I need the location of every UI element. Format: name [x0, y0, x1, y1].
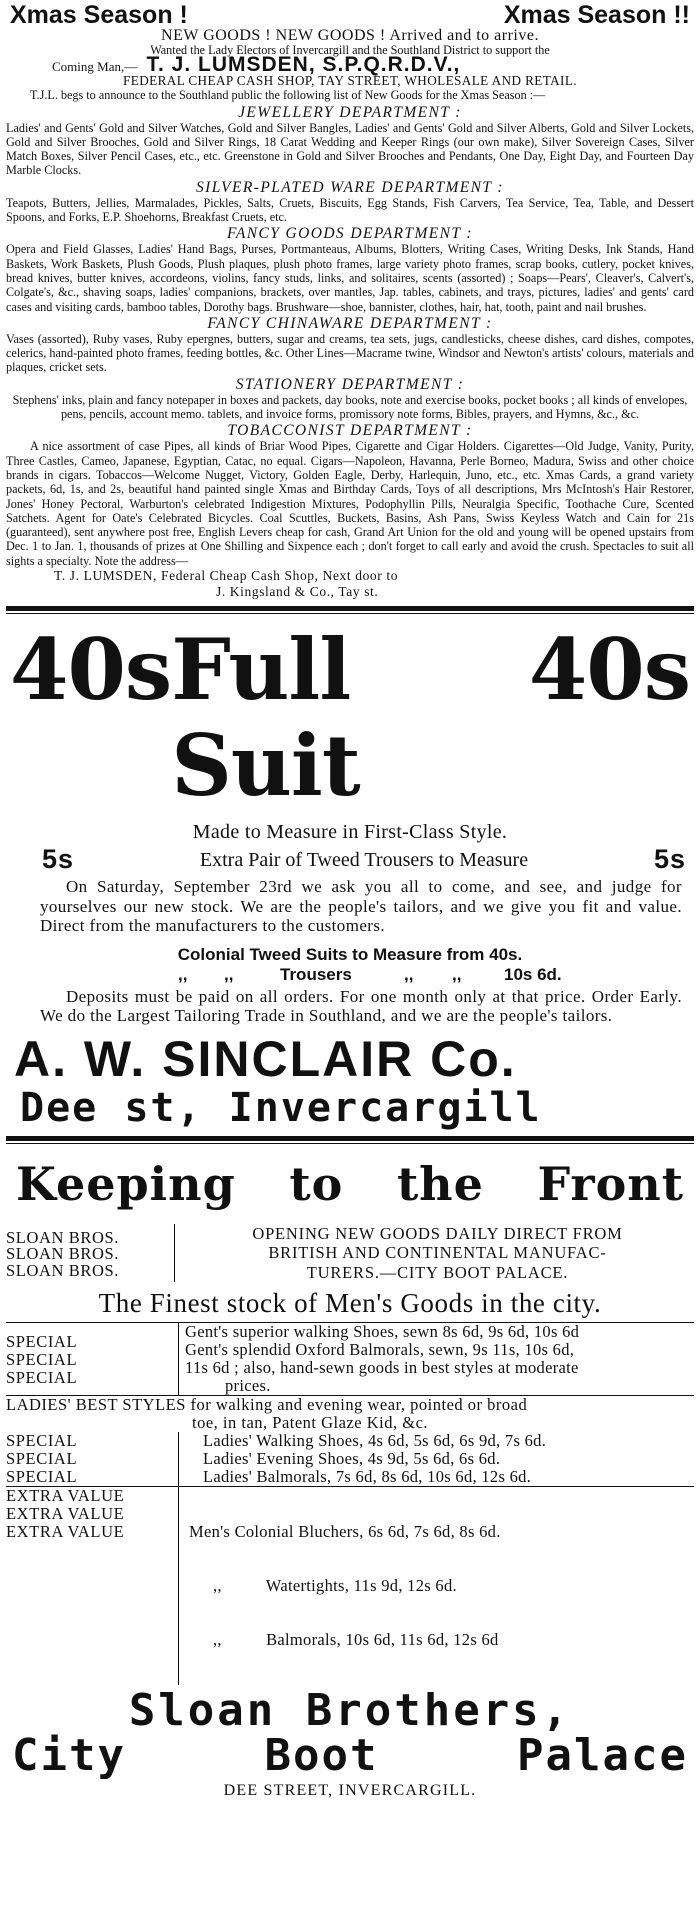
opening-block [6, 1224, 694, 1283]
extra-label: EXTRA VALUE [6, 1486, 125, 1506]
xmas-heading-left: Xmas Season ! [10, 1, 188, 29]
fancy-goods-department [6, 226, 694, 313]
palace-word: City [12, 1730, 126, 1782]
extra-label: EXTRA VALUE [6, 1504, 125, 1524]
lumsden-name: T. J. LUMSDEN, S.P.Q.R.D.V., [146, 53, 461, 77]
full-suit-headline [6, 622, 694, 814]
column-divider [6, 606, 694, 611]
trousers-label: Trousers [280, 964, 352, 984]
special-line: Gent's superior walking Shoes, sewn 8s 6d, 9s 6d, 10s 6d [185, 1322, 580, 1342]
extra-pair-line [6, 844, 694, 875]
gents-special-block [6, 1322, 694, 1395]
ditto-mark: ,, [178, 964, 188, 984]
headline-price-left: 40s [10, 620, 172, 720]
palace-word: Boot [264, 1730, 379, 1782]
ladies-special-block [6, 1432, 694, 1486]
special-labels [6, 1432, 179, 1486]
department-text: Teapots, Butters, Jellies, Marmalades, Pickles, Salts, Cruets, Biscuits, Egg Stands, Fish Carvers, Tea Service, Tea, Table, and Dessert Spoons, and Forks, E.P. Shoehorns, Breakfast Cruets, etc. [6, 195, 694, 225]
special-line: Gent's splendid Oxford Balmorals, sewn, 9s 11s, 10s 6d, [185, 1340, 575, 1360]
department-title: FANCY GOODS DEPARTMENT : [227, 225, 473, 243]
sloan-advert [6, 1144, 694, 1802]
price-right: 5s [653, 844, 686, 875]
intro-text: T.J.L. begs to announce to the Southland public the following list of New Goods for the Xmas Season :— [30, 88, 546, 103]
department-title: JEWELLERY DEPARTMENT : [238, 103, 462, 121]
sinclair-advert [6, 614, 694, 1130]
headline-word: the [396, 1156, 484, 1211]
special-lines [179, 1432, 694, 1486]
sloan-name: SLOAN BROS. [6, 1260, 119, 1280]
headline-word: to [289, 1156, 344, 1211]
headline-word: Front [537, 1156, 684, 1211]
extra-line: Men's Colonial Bluchers, 6s 6d, 7s 6d, 8s 6d. [189, 1522, 501, 1542]
extra-value-block [6, 1486, 694, 1685]
extra-label: EXTRA VALUE [6, 1522, 125, 1542]
extra-labels [6, 1487, 179, 1685]
special-lines [179, 1323, 694, 1395]
xmas-heading [6, 2, 694, 28]
department-text: Vases (assorted), Ruby vases, Ruby epergnes, butters, sugar and creams, tea sets, jugs, candlesticks, cheese dishes, card dishes, compotes, celerics, hand-painted photo frames, feeding bottles, &c. Other Lines—Macrame twine, Windsor and Newton's artists' colours, materials and plaques, cricket sets. [6, 331, 694, 375]
sloan-names [6, 1224, 175, 1283]
special-line: Ladies' Balmorals, 7s 6d, 8s 6d, 10s 6d, 12s 6d. [203, 1467, 532, 1487]
opening-text [175, 1224, 694, 1283]
ditto-mark: ,, [224, 964, 234, 984]
lumsden-address [6, 568, 694, 600]
department-text: Opera and Field Glasses, Ladies' Hand Bags, Purses, Portmanteaus, Albums, Blotters, Writing Cases, Writing Desks, Ink Stands, Hand Baskets, Work Baskets, Plush Goods, Plush plaques, plush photo frames, large variety photo frames, scrap books, cutlery, pocket knives, bread knives, butter knives, accordeons, violins, fancy studs, links, and solitaires, scents (assorted) ; Soaps—Pears', Cleaver's, Calvert's, Colgate's, &c., shaving soaps, ladies' companions, brackets, over mantles, Jap. tables, cabinets, and trays, pictures, ladies' and gents' card cases and visiting cards, bamboo tables, Dorothy bags. Brushware—shoe, bannister, clothes, hair, hat, tooth, paint and nail brushes. [6, 242, 694, 314]
department-title: TOBACCONIST DEPARTMENT : [227, 422, 473, 440]
keeping-front-headline [6, 1158, 694, 1210]
address-line: J. Kingsland & Co., Tay st. [216, 584, 379, 600]
deposits-text [6, 985, 694, 1026]
trousers-price: 10s 6d. [504, 964, 562, 984]
dee-street-address: DEE STREET, INVERCARGILL. [223, 1782, 477, 1800]
stationery-department [6, 377, 694, 422]
ditto-mark: ,, [404, 964, 414, 984]
saturday-paragraph: On Saturday, September 23rd we ask you all to come, and see, and judge for yourselves our new stock. We are the people's tailors, and we give you fit and value. Direct from the manufacturers to the customers. [40, 877, 682, 936]
finest-stock-heading: The Finest stock of Men's Goods in the city. [98, 1288, 602, 1319]
sloan-name: SLOAN BROS. [6, 1227, 119, 1247]
department-title: SILVER-PLATED WARE DEPARTMENT : [196, 178, 504, 196]
silver-plated-department [6, 180, 694, 225]
new-goods-line: NEW GOODS ! NEW GOODS ! Arrived and to arrive. [161, 27, 539, 44]
company-street: Dee st, Invercargill [20, 1084, 542, 1131]
special-line: Ladies' Walking Shoes, 4s 6d, 5s 6d, 6s 9d, 7s 6d. [203, 1431, 547, 1451]
department-text: A nice assortment of case Pipes, all kinds of Briar Wood Pipes, Cigarette and Cigar Holders. Cigarettes—Old Judge, Vanity, Purity, Three Castles, Cameo, Japanese, Egyptian, Catac, no equal. Cigars—Napoleon, Havanna, Perle Borneo, Madura, Swiss and other choice brands in cigars. Tobaccos—Welcome Nugget, Victory, Golden Eagle, Derby, Harlequin, Juno, etc., etc. Xmas Cards, a grand variety packets, 6d, 1s, and 2s, beautiful hand painted single Xmas and Birthday Cards, Toys of all descriptions, Mrs McIntosh's Hair Restorer, Jones' Honey Pectoral, Warburton's celebrated Indigestion Mixtures, Podophyllin Pills, Neuralgia Specific, Toothache Cure, Scented Satchets. Agent for Oate's Celebrated Bicycles. Coal Scuttles, Buckets, Basins, Ash Pans, Swiss Keyless Watch and Cain for 21s (guaranteed), sent anywhere post free, English Levers cheap for cash, Grand Art Union for the old and young will be opened upstairs from Dec. 1 to Jan. 1, thousands of prizes at One Shilling and Sixpence each ; don't forget to call early and avoid the crush. Spectacles to suit all sights a specialty. Note the address— [6, 439, 694, 568]
department-text: Stephens' inks, plain and fancy notepaper in boxes and packets, day books, note and exercise books, pocket books ; all kinds of envelopes, pens, pencils, account memo. tablets, and invoice forms, promissory note forms, Bibles, prayers, and Hymns, &c., &c. [12, 392, 688, 422]
saturday-text [6, 875, 694, 936]
opening-line: OPENING NEW GOODS DAILY DIRECT FROM [252, 1223, 623, 1243]
coming-man-line [6, 53, 694, 77]
special-label: SPECIAL [6, 1431, 78, 1451]
extra-pair-text: Extra Pair of Tweed Trousers to Measure [199, 848, 529, 871]
city-boot-palace [6, 1730, 694, 1782]
fancy-chinaware-department [6, 316, 694, 375]
special-line: prices. [225, 1376, 271, 1396]
headline-word: Keeping [16, 1156, 236, 1211]
headline-text: Full Suit [171, 620, 360, 816]
special-label: SPECIAL [6, 1368, 78, 1388]
opening-line: BRITISH AND CONTINENTAL MANUFAC- [268, 1243, 607, 1263]
company-name: A. W. SINCLAIR Co. [14, 1030, 517, 1087]
ladies-line: toe, in tan, Patent Glaze Kid, &c. [192, 1413, 429, 1433]
department-title: FANCY CHINAWARE DEPARTMENT : [207, 314, 493, 332]
ladies-styles [6, 1395, 694, 1432]
lumsden-advert [6, 0, 694, 600]
special-label: SPECIAL [6, 1350, 78, 1370]
deposits-paragraph: Deposits must be paid on all orders. For one month only at that price. Order Early. We do the Largest Tailoring Trade in Southland, and we are the people's tailors. [40, 986, 682, 1026]
department-text: Ladies' and Gents' Gold and Silver Watches, Gold and Silver Bangles, Ladies' and Gents' Gold and Silver Alberts, Gold and Silver Lockets, Gold and Silver Brooches, Gold and Silver Rings, 18 Carat Wedding and Keeper Rings (our own make), Silver Sovereign Cases, Silver Match Boxes, Silver Pencil Cases, etc., etc. Greenstone in Gold and Silver Brooches and Pendants, One Day, Eight Day, and Fourteen Day Marble Clocks. [6, 120, 694, 178]
special-label: SPECIAL [6, 1332, 78, 1352]
tobacconist-department [6, 423, 694, 568]
column-divider [6, 1136, 694, 1141]
sloan-brothers-name: Sloan Brothers, [128, 1685, 572, 1737]
headline-price-right: 40s [528, 620, 690, 720]
newspaper-page [6, 0, 694, 1916]
special-line: Ladies' Evening Shoes, 4s 9d, 5s 6d, 6s 6d. [203, 1449, 501, 1469]
xmas-heading-right: Xmas Season !! [503, 1, 690, 29]
special-labels [6, 1323, 179, 1395]
special-label: SPECIAL [6, 1467, 78, 1487]
ditto-mark: ,, [452, 964, 462, 984]
extra-lines [179, 1487, 694, 1685]
extra-line: ,, Watertights, 11s 9d, 12s 6d. [213, 1576, 457, 1596]
ladies-line: LADIES' BEST STYLES for walking and evening wear, pointed or broad [6, 1395, 528, 1415]
special-line: 11s 6d ; also, hand-sewn goods in best styles at moderate [185, 1358, 579, 1378]
special-label: SPECIAL [6, 1449, 78, 1469]
palace-word: Palace [517, 1730, 688, 1782]
trousers-line [6, 965, 694, 985]
address-line: T. J. LUMSDEN, Federal Cheap Cash Shop, Next door to [54, 568, 399, 584]
sloan-name: SLOAN BROS. [6, 1244, 119, 1264]
federal-shop-line: FEDERAL CHEAP CASH SHOP, TAY STREET, WHOLESALE AND RETAIL. [123, 73, 577, 89]
jewellery-department [6, 105, 694, 178]
extra-line: ,, Balmorals, 10s 6d, 11s 6d, 12s 6d [213, 1630, 499, 1650]
price-left: 5s [42, 844, 75, 875]
opening-line: TURERS.—CITY BOOT PALACE. [306, 1262, 569, 1282]
made-to-measure: Made to Measure in First-Class Style. [192, 821, 508, 844]
colonial-tweed-line: Colonial Tweed Suits to Measure from 40s. [177, 944, 523, 964]
wanted-line: Wanted the Lady Electors of Invercargill and the Southland District to support the [150, 43, 550, 57]
department-title: STATIONERY DEPARTMENT : [235, 375, 465, 393]
coming-man-label: Coming Man,— [52, 59, 138, 75]
